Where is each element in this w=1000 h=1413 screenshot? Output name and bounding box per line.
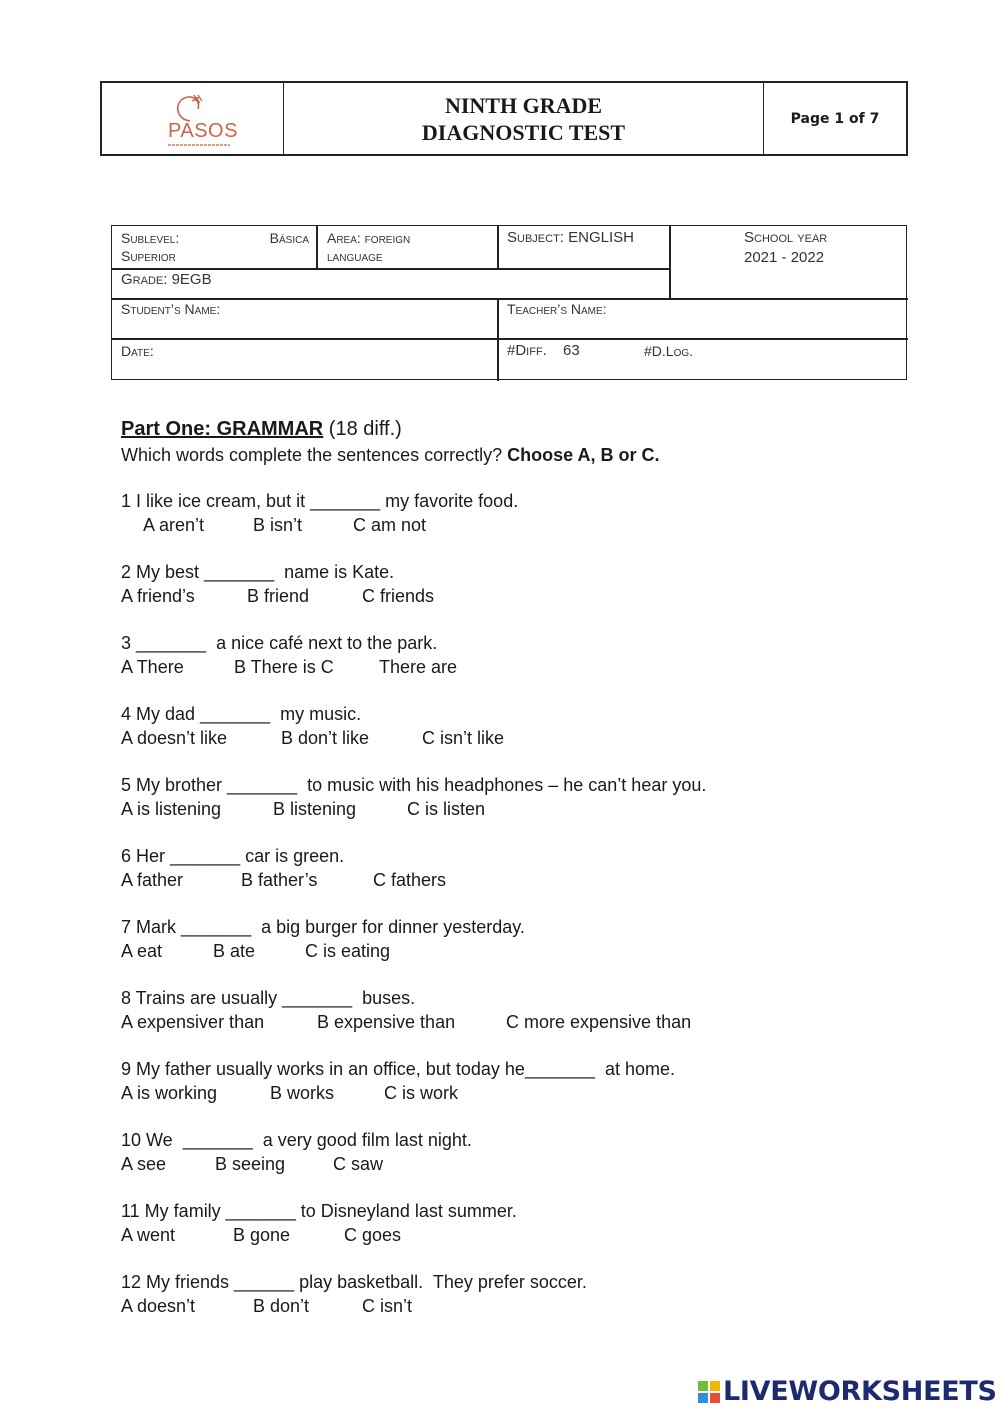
diff-cell: [507, 341, 580, 361]
question-item: [121, 560, 981, 608]
question-list: [121, 489, 981, 1318]
part-one-count: (18 diff.): [323, 418, 402, 440]
school-year-value: 2021 - 2022: [744, 249, 825, 266]
option-a[interactable]: A doesn’t like: [121, 728, 228, 748]
question-item: [121, 702, 981, 750]
liveworksheets-watermark: [697, 1376, 997, 1407]
option-b[interactable]: B father’s: [241, 870, 318, 890]
question-item: [121, 489, 981, 537]
option-b[interactable]: B There is C: [234, 657, 334, 677]
question-text: 12 My friends ______ play basketball. They prefer soccer.: [121, 1272, 587, 1292]
option-c[interactable]: C more expensive than: [506, 1012, 692, 1032]
option-c[interactable]: C friends: [362, 586, 435, 606]
sublevel-value-b: Superior: [121, 248, 176, 264]
option-c[interactable]: C isn’t: [362, 1296, 413, 1316]
school-year-cell: [744, 228, 827, 268]
area-line-2: language: [327, 248, 383, 264]
student-info-table: [111, 225, 907, 380]
option-b[interactable]: B ate: [213, 941, 256, 961]
option-b[interactable]: B seeing: [215, 1154, 286, 1174]
question-item: [121, 1128, 981, 1176]
instruction-text: Which words complete the sentences correctly?: [121, 445, 508, 465]
option-a[interactable]: A doesn’t: [121, 1296, 196, 1316]
option-a[interactable]: A is listening: [121, 799, 222, 819]
part-one-heading: [121, 414, 981, 444]
question-item: [121, 1199, 981, 1247]
option-a[interactable]: A expensiver than: [121, 1012, 265, 1032]
question-item: [121, 1057, 981, 1105]
question-text: 8 Trains are usually _______ buses.: [121, 988, 416, 1008]
student-name-field[interactable]: Student’s Name:: [121, 301, 221, 317]
option-b[interactable]: B gone: [233, 1225, 291, 1245]
question-text: 9 My father usually works in an office, but today he_______ at home.: [121, 1059, 676, 1079]
question-item: [121, 986, 981, 1034]
grade-value: 9EGB: [171, 271, 212, 288]
option-a[interactable]: A friend’s: [121, 586, 195, 606]
question-text: 4 My dad _______ my music.: [121, 704, 362, 724]
option-b[interactable]: B isn’t: [253, 515, 303, 535]
page-indicator: Page 1 of 7: [790, 110, 880, 127]
option-c[interactable]: C saw: [333, 1154, 384, 1174]
question-item: [121, 915, 981, 963]
option-a[interactable]: A went: [121, 1225, 176, 1245]
title-line-1: NINTH GRADE: [444, 92, 603, 118]
dlog-label: #D.Log.: [644, 343, 694, 359]
option-b[interactable]: B expensive than: [317, 1012, 456, 1032]
question-text: 5 My brother _______ to music with his headphones – he can’t hear you.: [121, 775, 707, 795]
option-b[interactable]: B friend: [247, 586, 310, 606]
option-a[interactable]: A father: [121, 870, 184, 890]
header-box: [100, 81, 908, 156]
question-text: 7 Mark _______ a big burger for dinner yesterday.: [121, 917, 525, 937]
sublevel-label: Sublevel:: [121, 230, 180, 246]
option-a[interactable]: A eat: [121, 941, 163, 961]
question-text: 6 Her _______ car is green.: [121, 846, 345, 866]
liveworksheets-logo-icon: [697, 1380, 721, 1404]
question-item: [121, 844, 981, 892]
option-c[interactable]: C am not: [353, 515, 427, 535]
option-c[interactable]: C fathers: [373, 870, 447, 890]
diff-value: 63: [563, 342, 580, 359]
sublevel-cell: [121, 228, 309, 266]
option-a[interactable]: A There: [121, 657, 184, 677]
subject-value: ENGLISH: [568, 229, 634, 246]
question-text: 2 My best _______ name is Kate.: [121, 562, 395, 582]
instructions: [121, 444, 981, 466]
watermark-text: LIVEWORKSHEETS: [723, 1376, 997, 1407]
option-a[interactable]: A is working: [121, 1083, 218, 1103]
grade-cell: [121, 270, 212, 290]
diff-label: #Diff.: [507, 342, 547, 359]
question-item: [121, 631, 981, 679]
area-cell: [327, 228, 410, 266]
teacher-name-field[interactable]: Teacher’s Name:: [507, 301, 607, 317]
logo-cell: [102, 83, 284, 154]
date-field[interactable]: Date:: [121, 343, 154, 359]
part-one-title: Part One: GRAMMAR: [121, 418, 324, 440]
part-one-section: [121, 414, 981, 1318]
logo-tagline-icon: [168, 143, 230, 147]
grade-label: Grade:: [121, 271, 172, 288]
option-b[interactable]: B don’t: [253, 1296, 310, 1316]
option-b[interactable]: B listening: [273, 799, 357, 819]
option-b[interactable]: B don’t like: [281, 728, 370, 748]
option-c[interactable]: C goes: [344, 1225, 402, 1245]
option-c[interactable]: C is work: [384, 1083, 459, 1103]
question-text: 1 I like ice cream, but it _______ my favorite food.: [121, 491, 519, 511]
option-a[interactable]: A see: [121, 1154, 167, 1174]
option-c[interactable]: There are: [379, 657, 458, 677]
option-c[interactable]: C isn’t like: [422, 728, 505, 748]
question-item: [121, 773, 981, 821]
area-line-1: Area: foreign: [327, 230, 411, 246]
school-year-label: School year: [744, 229, 828, 246]
question-item: [121, 1270, 981, 1318]
question-text: 3 _______ a nice café next to the park.: [121, 633, 438, 653]
subject-label: Subject:: [507, 229, 569, 246]
option-a[interactable]: A aren’t: [143, 515, 205, 535]
option-c[interactable]: C is eating: [305, 941, 391, 961]
subject-cell: [507, 228, 634, 248]
question-text: 11 My family _______ to Disneyland last summer.: [121, 1201, 517, 1221]
option-c[interactable]: C is listen: [407, 799, 486, 819]
instruction-bold: Choose A, B or C.: [507, 445, 660, 465]
logo-text: PASOS: [168, 120, 238, 142]
document-title: [284, 83, 764, 154]
title-line-2: DIAGNOSTIC TEST: [421, 119, 626, 145]
sublevel-value-a: Básica: [269, 230, 309, 246]
option-b[interactable]: B works: [270, 1083, 335, 1103]
question-text: 10 We _______ a very good film last night.: [121, 1130, 472, 1150]
